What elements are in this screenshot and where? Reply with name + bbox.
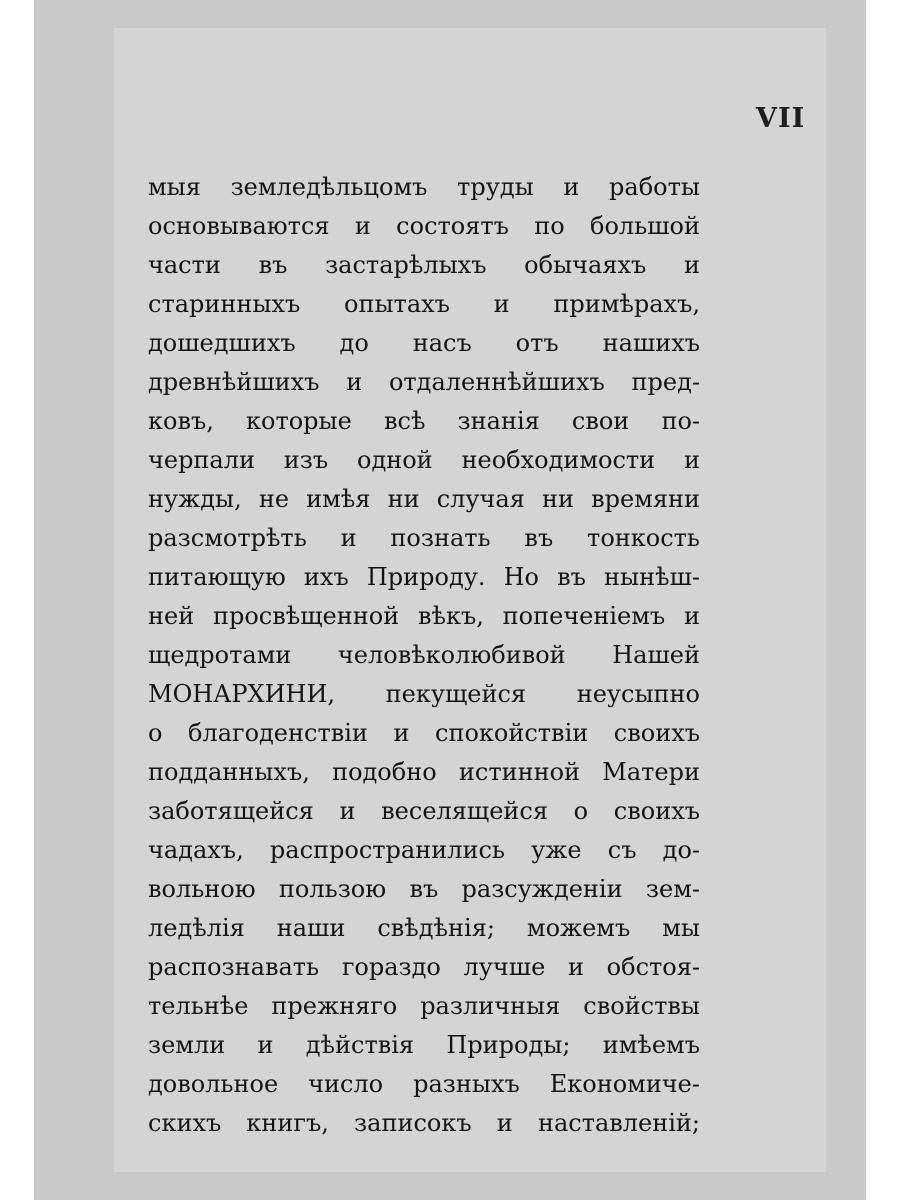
text-line: нужды, не имѣя ни случая ни времяни (148, 485, 700, 513)
text-line: вольною пользою въ разсужденіи зем- (148, 875, 700, 903)
text-line: основываются и состоятъ по большой (148, 212, 700, 240)
text-line: разсмотрѣть и познать въ тонкость (148, 524, 700, 552)
text-line: заботящейся и веселящейся о своихъ (148, 797, 700, 825)
text-line: довольное число разныхъ Економиче- (148, 1070, 700, 1098)
text-line: скихъ книгъ, записокъ и наставленій; (148, 1109, 700, 1137)
text-line: части въ застарѣлыхъ обычаяхъ и (148, 251, 700, 279)
text-line: ледѣлія наши свѣдѣнія; можемъ мы (148, 914, 700, 942)
text-line: древнѣйшихъ и отдаленнѣйшихъ пред- (148, 368, 700, 396)
text-line: МОНАРХИНИ, пекущейся неусыпно (148, 680, 700, 708)
page-number: VII (756, 103, 806, 134)
text-line: дошедшихъ до насъ отъ нашихъ (148, 329, 700, 357)
text-line: ней просвѣщенной вѣкъ, попеченіемъ и (148, 602, 700, 630)
text-line: подданныхъ, подобно истинной Матери (148, 758, 700, 786)
text-line: мыя земледѣльцомъ труды и работы (148, 173, 700, 201)
text-line: черпали изъ одной необходимости и (148, 446, 700, 474)
text-line: земли и дѣйствія Природы; имѣемъ (148, 1031, 700, 1059)
text-line: тельнѣе прежняго различныя свойствы (148, 992, 700, 1020)
body-text (148, 168, 700, 1143)
text-line: распознавать гораздо лучше и обстоя- (148, 953, 700, 981)
text-line: питающую ихъ Природу. Но въ нынѣш- (148, 563, 700, 591)
text-line: старинныхъ опытахъ и примѣрахъ, (148, 290, 700, 318)
text-line: о благоденствіи и спокойствіи своихъ (148, 719, 700, 747)
text-line: ковъ, которые всѣ знанія свои по- (148, 407, 700, 435)
text-line: чадахъ, распространились уже съ до- (148, 836, 700, 864)
text-line: щедротами человѣколюбивой Нашей (148, 641, 700, 669)
